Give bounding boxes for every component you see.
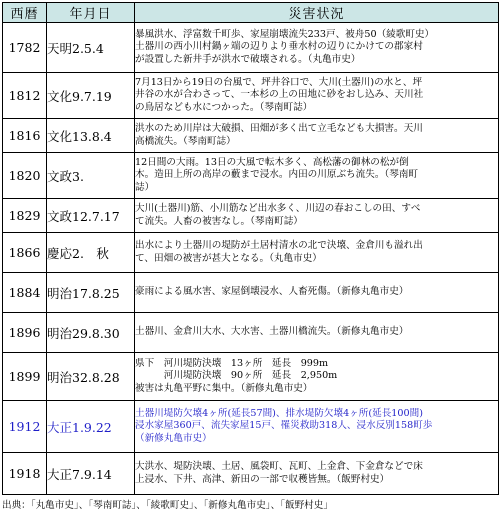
table-body [3, 23, 499, 495]
table-row [3, 453, 499, 495]
cell-disaster-description: 県下 河川堤防決壊 13ヶ所 延長 999m 河川堤防決壊 90ヶ所 延長 2,950m 被害は丸亀平野に集中。（新修丸亀市史） [135, 353, 499, 401]
table-row [3, 353, 499, 401]
cell-year: 1899 [3, 353, 47, 401]
cell-date: 明治17.8.25 [47, 273, 135, 313]
cell-date: 文政3. [47, 153, 135, 199]
cell-disaster-description: 7月13日から19日の台風で、坪井谷口で、大川(土器川)の水と、坪 井谷の水が合わさって、一本杉の上の田地に砂をおし込み、天川社 の鳥居なども水につかった。（琴南町誌） [135, 73, 499, 119]
table-row [3, 313, 499, 353]
cell-date: 文政12.7.17 [47, 199, 135, 233]
cell-disaster-description: 洪水のため川岸は大破損、田畑が多く出て立毛なども大損害。天川 高橋流失。（琴南町誌） [135, 119, 499, 153]
cell-disaster-description: 大洪水、堤防決壊、土居、風袋町、瓦町、上金倉、下金倉などで床 上浸水、下井、高津、新田の一部で収穫皆無。（飯野村史） [135, 453, 499, 495]
cell-disaster-description: 大川(土器川)筋、小川筋など出水多く、川辺の春おこしの田、すべ て流失。人畜の被害なし。（琴南町誌） [135, 199, 499, 233]
cell-disaster-description: 出水により土器川の堤防が土居村清水の北で決壊、金倉川も溢れ出 て、田畑の被害が甚大となる。（丸亀市史） [135, 233, 499, 273]
cell-disaster-description: 12日間の大雨。13日の大風で転木多く、高松藩の御林の松が倒 木。造田上所の高岸の藪まで浸水。内田の川原ぶち流失。（琴南町 誌） [135, 153, 499, 199]
disaster-history-document [2, 2, 498, 511]
cell-date: 文化13.8.4 [47, 119, 135, 153]
cell-year: 1820 [3, 153, 47, 199]
table-row [3, 199, 499, 233]
cell-year: 1896 [3, 313, 47, 353]
table-row [3, 73, 499, 119]
cell-date: 文化9.7.19 [47, 73, 135, 119]
header-disaster: 災害状況 [135, 3, 499, 23]
cell-date: 天明2.5.4 [47, 23, 135, 73]
cell-disaster-description: 暴風洪水、浮富数千町歩、家屋崩壊流失233戸、被舟50（綾歌町史） 土器川の西小川村鍋ヶ端の辺りより垂水村の辺りにかけての郡家村 が設置した新井手が洪水で破壊される。（丸亀市史） [135, 23, 499, 73]
cell-year: 1884 [3, 273, 47, 313]
cell-year: 1918 [3, 453, 47, 495]
table-header-row [3, 3, 499, 23]
table-row [3, 401, 499, 453]
table-row [3, 23, 499, 73]
cell-date: 慶応2. 秋 [47, 233, 135, 273]
cell-year: 1812 [3, 73, 47, 119]
header-year: 西暦 [3, 3, 47, 23]
table-row [3, 119, 499, 153]
header-date: 年月日 [47, 3, 135, 23]
source-footnote: 出典：「丸亀市史」、「琴南町誌」、「綾歌町史」、「新修丸亀市史」、「飯野村史」 [2, 500, 333, 511]
cell-disaster-description: 豪雨による風水害、家屋倒壊浸水、人畜死傷。（新修丸亀市史） [135, 273, 499, 313]
table-row [3, 273, 499, 313]
cell-date: 大正7.9.14 [47, 453, 135, 495]
cell-date: 大正1.9.22 [47, 401, 135, 453]
cell-year: 1782 [3, 23, 47, 73]
cell-year: 1829 [3, 199, 47, 233]
cell-year: 1912 [3, 401, 47, 453]
cell-year: 1866 [3, 233, 47, 273]
table-row [3, 153, 499, 199]
disaster-table [2, 2, 499, 495]
table-row [3, 233, 499, 273]
cell-date: 明治32.8.28 [47, 353, 135, 401]
cell-year: 1816 [3, 119, 47, 153]
cell-date: 明治29.8.30 [47, 313, 135, 353]
cell-disaster-description: 土器川、金倉川大水、大水害、土器川橋流失。（新修丸亀市史） [135, 313, 499, 353]
cell-disaster-description: 土器川堤防欠壊4ヶ所(延長57間)、排水堤防欠壊4ヶ所(延長100間) 浸水家屋360戸、流失家屋15戸、罹災救助318人、浸水反別158町歩 （新修丸亀市史） [135, 401, 499, 453]
